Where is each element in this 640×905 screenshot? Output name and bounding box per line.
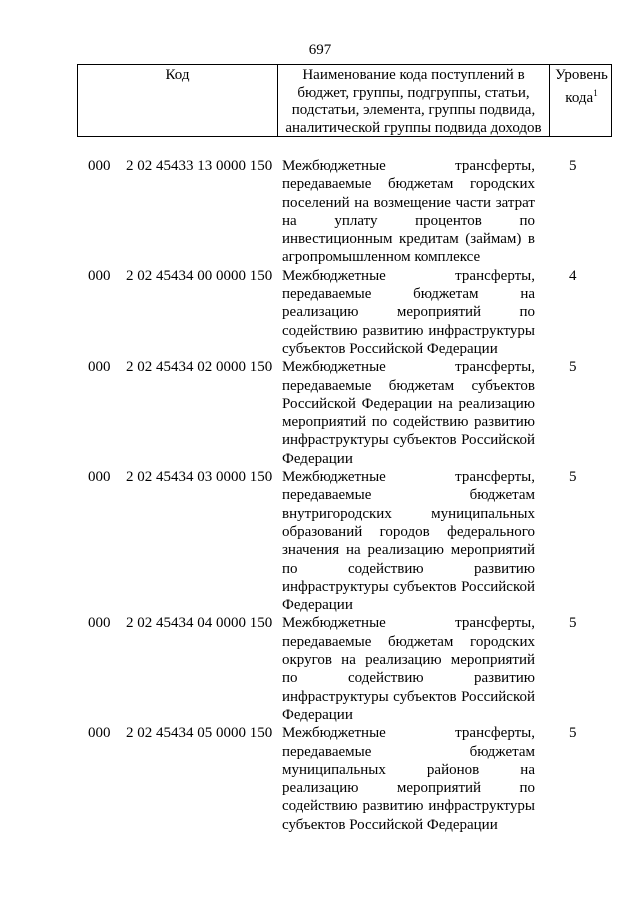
budget-code: 2 02 45434 02 0000 150 bbox=[126, 359, 273, 376]
code-level: 4 bbox=[569, 267, 577, 284]
header-name-line: подстатьи, элемента, группы подвида, bbox=[291, 102, 536, 118]
table-body bbox=[0, 157, 640, 834]
table-row bbox=[0, 157, 640, 267]
header-name bbox=[278, 65, 550, 136]
header-level-text: кода bbox=[565, 89, 594, 106]
table-row bbox=[0, 614, 640, 724]
code-level: 5 bbox=[569, 469, 577, 486]
admin-code: 000 bbox=[88, 725, 111, 742]
code-level: 5 bbox=[569, 615, 577, 632]
budget-code: 2 02 45434 04 0000 150 bbox=[126, 615, 273, 632]
table-row bbox=[0, 358, 640, 468]
table-row bbox=[0, 724, 640, 834]
header-code: Код bbox=[78, 65, 278, 136]
admin-code: 000 bbox=[88, 615, 111, 632]
table-header bbox=[77, 64, 612, 137]
budget-code: 2 02 45434 00 0000 150 bbox=[126, 267, 273, 284]
code-name: Межбюджетные трансферты, передаваемые бюджетам городских поселений на возмещение части затрат на уплату процентов по инвестиционным кредитам (займам) в агропромышленном комплексе bbox=[282, 158, 535, 266]
code-name: Межбюджетные трансферты, передаваемые бюджетам на реализацию мероприятий по содействию развитию инфраструктуры субъектов Российской Федерации bbox=[282, 267, 535, 357]
page-number: 697 bbox=[308, 42, 332, 58]
header-name-line: бюджет, группы, подгруппы, статьи, bbox=[297, 84, 530, 101]
header-name-line: Наименование кода поступлений в bbox=[302, 67, 525, 83]
header-level-line bbox=[550, 85, 613, 108]
budget-code: 2 02 45433 13 0000 150 bbox=[126, 158, 273, 174]
code-name: Межбюджетные трансферты, передаваемые бюджетам внутригородских муниципальных образований городов федерального значения на реализацию мероприятий по содействию развитию инфраструктуры субъектов Российской Федерации bbox=[282, 469, 535, 614]
code-level: 5 bbox=[569, 359, 577, 376]
header-level bbox=[550, 65, 613, 136]
code-name: Межбюджетные трансферты, передаваемые бюджетам субъектов Российской Федерации на реализацию мероприятий по содействию развитию инфраструктуры субъектов Российской Федерации bbox=[282, 359, 535, 467]
code-level: 5 bbox=[569, 158, 577, 174]
code-level: 5 bbox=[569, 725, 577, 742]
code-name: Межбюджетные трансферты, передаваемые бюджетам городских округов на реализацию мероприятий по содействию развитию инфраструктуры субъектов Российской Федерации bbox=[282, 615, 535, 723]
footnote-marker: 1 bbox=[593, 87, 598, 98]
admin-code: 000 bbox=[88, 267, 111, 284]
budget-code: 2 02 45434 03 0000 150 bbox=[126, 469, 273, 486]
table-row bbox=[0, 468, 640, 614]
admin-code: 000 bbox=[88, 158, 111, 174]
admin-code: 000 bbox=[88, 359, 111, 376]
header-name-line: аналитической группы подвида доходов bbox=[285, 119, 542, 136]
header-level-line: Уровень bbox=[555, 67, 608, 83]
admin-code: 000 bbox=[88, 469, 111, 486]
budget-code: 2 02 45434 05 0000 150 bbox=[126, 725, 273, 742]
table-row bbox=[0, 267, 640, 358]
code-name: Межбюджетные трансферты, передаваемые бюджетам муниципальных районов на реализацию мероприятий по содействию развитию инфраструктуры субъектов Российской Федерации bbox=[282, 725, 535, 833]
